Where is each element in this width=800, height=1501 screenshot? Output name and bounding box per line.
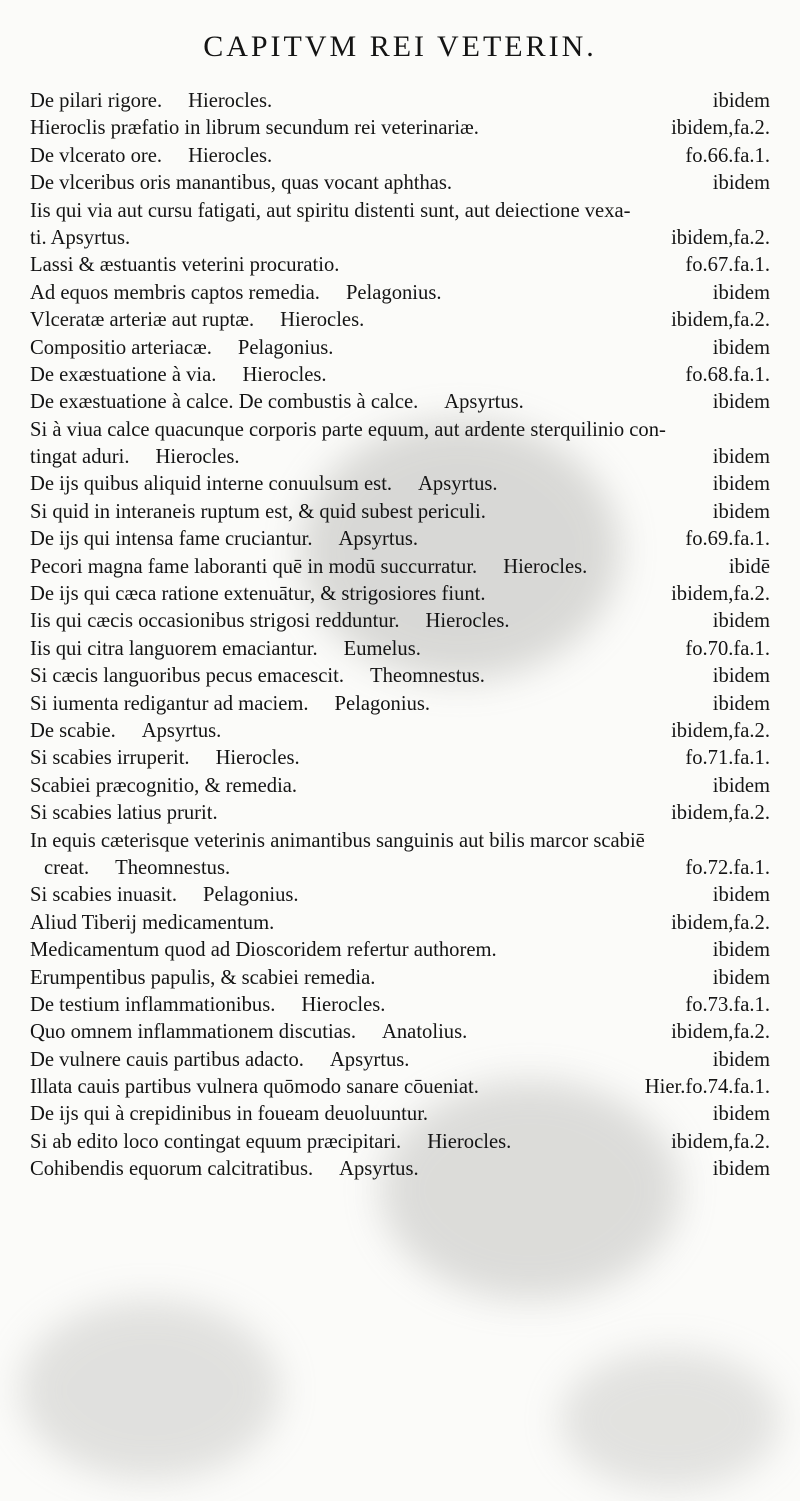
entry-title: Si scabies inuasit.: [30, 884, 178, 907]
entry-title: De vlcerato ore.: [30, 144, 163, 167]
entry-reference: fo.69.fa.1.: [685, 528, 770, 551]
entry-reference: ibidem: [712, 500, 770, 523]
entry-title: De ijs quibus aliquid interne conuulsum est.: [30, 473, 393, 496]
entry-author: Apsyrtus.: [338, 528, 419, 551]
entry-title: Iis qui cæcis occasionibus strigosi redduntur.: [30, 610, 400, 633]
entry-text: [30, 992, 385, 1019]
entry-title: tingat aduri.: [30, 446, 130, 469]
entry-reference: ibidem,fa.2.: [671, 1021, 770, 1044]
entry-title: Pecori magna fame laboranti quē in modū succurratur.: [30, 555, 478, 578]
toc-entry: [30, 554, 770, 581]
entry-author: Hierocles.: [155, 446, 240, 469]
entry-reference: ibidem: [712, 1048, 770, 1071]
entry-author: Pelagonius.: [237, 336, 334, 359]
entry-text: [30, 280, 441, 307]
entry-title: De vlceribus oris manantibus, quas vocant aphthas.: [30, 172, 453, 195]
entry-text: [30, 252, 339, 279]
entry-text: [30, 636, 421, 663]
entry-reference: fo.72.fa.1.: [685, 856, 770, 879]
toc-entry: [30, 855, 770, 882]
entry-author: Pelagonius.: [345, 281, 442, 304]
entry-author: Hierocles.: [188, 90, 273, 112]
entry-text: [30, 499, 486, 526]
toc-entry: [30, 828, 770, 855]
toc-entry: [30, 115, 770, 142]
entry-title: De scabie.: [30, 719, 116, 742]
entry-reference: ibidem,fa.2.: [671, 117, 770, 140]
entry-text: [30, 444, 240, 471]
toc-entry: [30, 1047, 770, 1074]
entry-text: [30, 417, 666, 444]
entry-text: [30, 937, 497, 964]
entry-text: [30, 608, 510, 635]
entry-reference: ibidem: [712, 336, 770, 359]
entry-title: Compositio arteriacæ.: [30, 336, 212, 359]
entry-reference: fo.67.fa.1.: [685, 254, 770, 277]
entry-reference: Hier.fo.74.fa.1.: [644, 1076, 770, 1099]
entry-text: [30, 965, 375, 992]
entry-text: [30, 882, 299, 909]
entry-title: Si scabies irruperit.: [30, 747, 190, 770]
toc-entry: [30, 307, 770, 334]
toc-entry: [30, 362, 770, 389]
entry-reference: fo.68.fa.1.: [685, 363, 770, 386]
entry-title: Ad equos membris captos remedia.: [30, 281, 320, 304]
entry-title: De exæstuatione à calce. De combustis à calce.: [30, 391, 419, 414]
entry-reference: ibidem,fa.2.: [671, 309, 770, 332]
entry-title: Aliud Tiberij medicamentum.: [30, 911, 275, 934]
entry-reference: ibidem,fa.2.: [671, 719, 770, 742]
entry-text: [30, 1101, 428, 1128]
entry-author: Pelagonius.: [334, 692, 431, 715]
entry-text: [30, 471, 498, 498]
entry-text: [30, 1019, 467, 1046]
entry-title: Lassi & æstuantis veterini procuratio.: [30, 254, 340, 277]
entry-reference: ibidē: [728, 555, 770, 578]
entry-author: Pelagonius.: [203, 884, 299, 907]
entry-text: [30, 691, 430, 718]
entry-title: De testium inflammationibus.: [30, 993, 276, 1016]
entry-reference: ibidem: [712, 884, 770, 907]
entry-reference: ibidem,fa.2.: [671, 583, 770, 606]
entry-title: Si cæcis languoribus pecus emacescit.: [30, 665, 344, 688]
entry-reference: ibidem: [712, 473, 770, 496]
entry-reference: ibidem,fa.2.: [671, 226, 770, 249]
entry-title: creat.: [44, 856, 90, 879]
entry-author: Hierocles.: [280, 309, 365, 332]
entry-title: Quo omnem inflammationem discutias.: [30, 1021, 357, 1044]
entry-title: De ijs qui cæca ratione extenuātur, & strigosiores fiunt.: [30, 583, 486, 606]
entry-title: De vulnere cauis partibus adacto.: [30, 1048, 304, 1071]
entry-author: Hierocles.: [503, 555, 588, 578]
toc-entry: [30, 225, 770, 252]
entry-title: De exæstuatione à via.: [30, 363, 217, 386]
entry-reference: ibidem,fa.2.: [671, 911, 770, 934]
entry-title: Cohibendis equorum calcitratibus.: [30, 1158, 314, 1181]
entry-text: [30, 1074, 479, 1101]
toc-entry: [30, 335, 770, 362]
table-of-contents: [30, 88, 770, 1184]
toc-entry: [30, 444, 770, 471]
running-title: CAPITVM REI VETERIN.: [203, 30, 597, 63]
entry-title: In equis cæterisque veterinis animantibus sanguinis aut bilis marcor scabiē: [30, 829, 645, 852]
entry-title: Si à viua calce quacunque corporis parte equum, aut ardente sterquilinio con-: [30, 418, 666, 441]
entry-title: Si scabies latius prurit.: [30, 802, 218, 825]
entry-reference: fo.70.fa.1.: [685, 637, 770, 660]
entry-reference: ibidem: [712, 172, 770, 195]
entry-title: Iis qui citra languorem emaciantur.: [30, 637, 318, 660]
entry-title: Erumpentibus papulis, & scabiei remedia.: [30, 966, 376, 989]
entry-text: [30, 88, 272, 115]
entry-text: [30, 663, 485, 690]
toc-entry: [30, 88, 770, 115]
entry-title: Vlceratæ arteriæ aut ruptæ.: [30, 309, 255, 332]
entry-text: [30, 115, 479, 142]
entry-text: [30, 198, 631, 225]
entry-title: Hieroclis præfatio in librum secundum rei veterinariæ.: [30, 117, 479, 140]
stain-mark: [560, 1350, 780, 1490]
toc-entry: [30, 280, 770, 307]
toc-entry: [30, 937, 770, 964]
entry-author: Hierocles.: [215, 747, 300, 770]
entry-reference: ibidem: [712, 281, 770, 304]
entry-reference: fo.66.fa.1.: [685, 144, 770, 167]
entry-text: [30, 910, 274, 937]
toc-entry: [30, 198, 770, 225]
toc-entry: [30, 170, 770, 197]
toc-entry: [30, 882, 770, 909]
entry-text: [30, 389, 524, 416]
entry-text: [30, 773, 297, 800]
entry-title: Iis qui via aut cursu fatigati, aut spiritu distenti sunt, aut deiectione vexa-: [30, 199, 631, 222]
entry-author: Apsyrtus.: [141, 719, 222, 742]
entry-text: [30, 1156, 419, 1183]
entry-text: [30, 526, 418, 553]
entry-text: [30, 828, 645, 855]
entry-author: Eumelus.: [343, 637, 421, 660]
entry-author: Apsyrtus.: [329, 1048, 410, 1071]
entry-reference: ibidem: [712, 90, 770, 112]
entry-text: [30, 225, 130, 252]
toc-entry: [30, 608, 770, 635]
toc-entry: [30, 1074, 770, 1101]
entry-author: Anatolius.: [382, 1021, 468, 1044]
toc-entry: [30, 910, 770, 937]
entry-text: [30, 170, 452, 197]
entry-author: Apsyrtus.: [418, 473, 498, 496]
entry-text: [30, 581, 486, 608]
toc-entry: [30, 992, 770, 1019]
toc-entry: [30, 389, 770, 416]
entry-title: Si quid in interaneis ruptum est, & quid subest periculi.: [30, 500, 486, 523]
entry-reference: ibidem: [712, 446, 770, 469]
toc-entry: [30, 1156, 770, 1183]
entry-reference: ibidem: [712, 774, 770, 797]
entry-reference: ibidem: [712, 610, 770, 633]
entry-reference: ibidem: [712, 1103, 770, 1126]
toc-entry: [30, 143, 770, 170]
toc-entry: [30, 691, 770, 718]
toc-entry: [30, 965, 770, 992]
entry-reference: ibidem: [712, 966, 770, 989]
entry-author: Hierocles.: [425, 610, 510, 633]
entry-author: Hierocles.: [188, 144, 273, 167]
entry-text: [30, 1047, 409, 1074]
entry-title: ti. Apsyrtus.: [30, 226, 131, 249]
entry-text: [30, 718, 221, 745]
entry-reference: ibidem: [712, 692, 770, 715]
entry-reference: fo.71.fa.1.: [685, 747, 770, 770]
entry-author: Apsyrtus.: [444, 391, 524, 414]
toc-entry: [30, 745, 770, 772]
entry-reference: ibidem: [712, 665, 770, 688]
entry-author: Apsyrtus.: [339, 1158, 419, 1181]
entry-title: Illata cauis partibus vulnera quōmodo sanare cōueniat.: [30, 1076, 479, 1099]
toc-entry: [30, 718, 770, 745]
entry-author: Theomnestus.: [369, 665, 485, 688]
toc-entry: [30, 581, 770, 608]
entry-text: [30, 362, 327, 389]
entry-text: [30, 307, 364, 334]
entry-title: De ijs qui intensa fame cruciantur.: [30, 528, 313, 551]
entry-author: Hierocles.: [242, 363, 327, 386]
toc-entry: [30, 252, 770, 279]
entry-text: [30, 745, 300, 772]
entry-text: [30, 143, 272, 170]
toc-entry: [30, 773, 770, 800]
toc-entry: [30, 526, 770, 553]
entry-title: Scabiei præcognitio, & remedia.: [30, 774, 298, 797]
toc-entry: [30, 1129, 770, 1156]
toc-entry: [30, 417, 770, 444]
entry-text: [44, 855, 230, 882]
entry-text: [30, 800, 218, 827]
entry-title: De ijs qui à crepidinibus in foueam deuoluuntur.: [30, 1103, 429, 1126]
entry-reference: ibidem: [712, 1158, 770, 1181]
toc-entry: [30, 636, 770, 663]
entry-title: Si iumenta redigantur ad maciem.: [30, 692, 309, 715]
entry-reference: ibidem,fa.2.: [671, 1130, 770, 1153]
entry-title: Medicamentum quod ad Dioscoridem refertur authorem.: [30, 939, 497, 962]
entry-reference: fo.73.fa.1.: [685, 993, 770, 1016]
toc-entry: [30, 499, 770, 526]
stain-mark: [20, 1300, 280, 1480]
entry-reference: ibidem: [712, 391, 770, 414]
entry-title: De pilari rigore.: [30, 90, 163, 112]
toc-entry: [30, 663, 770, 690]
entry-author: Hierocles.: [301, 993, 386, 1016]
entry-text: [30, 335, 333, 362]
toc-entry: [30, 471, 770, 498]
entry-title: Si ab edito loco contingat equum præcipitari.: [30, 1130, 402, 1153]
toc-entry: [30, 1101, 770, 1128]
entry-text: [30, 1129, 511, 1156]
entry-text: [30, 554, 587, 581]
entry-author: Theomnestus.: [115, 856, 231, 879]
entry-author: Hierocles.: [427, 1130, 512, 1153]
toc-entry: [30, 800, 770, 827]
toc-entry: [30, 1019, 770, 1046]
entry-reference: ibidem,fa.2.: [671, 802, 770, 825]
entry-reference: ibidem: [712, 939, 770, 962]
